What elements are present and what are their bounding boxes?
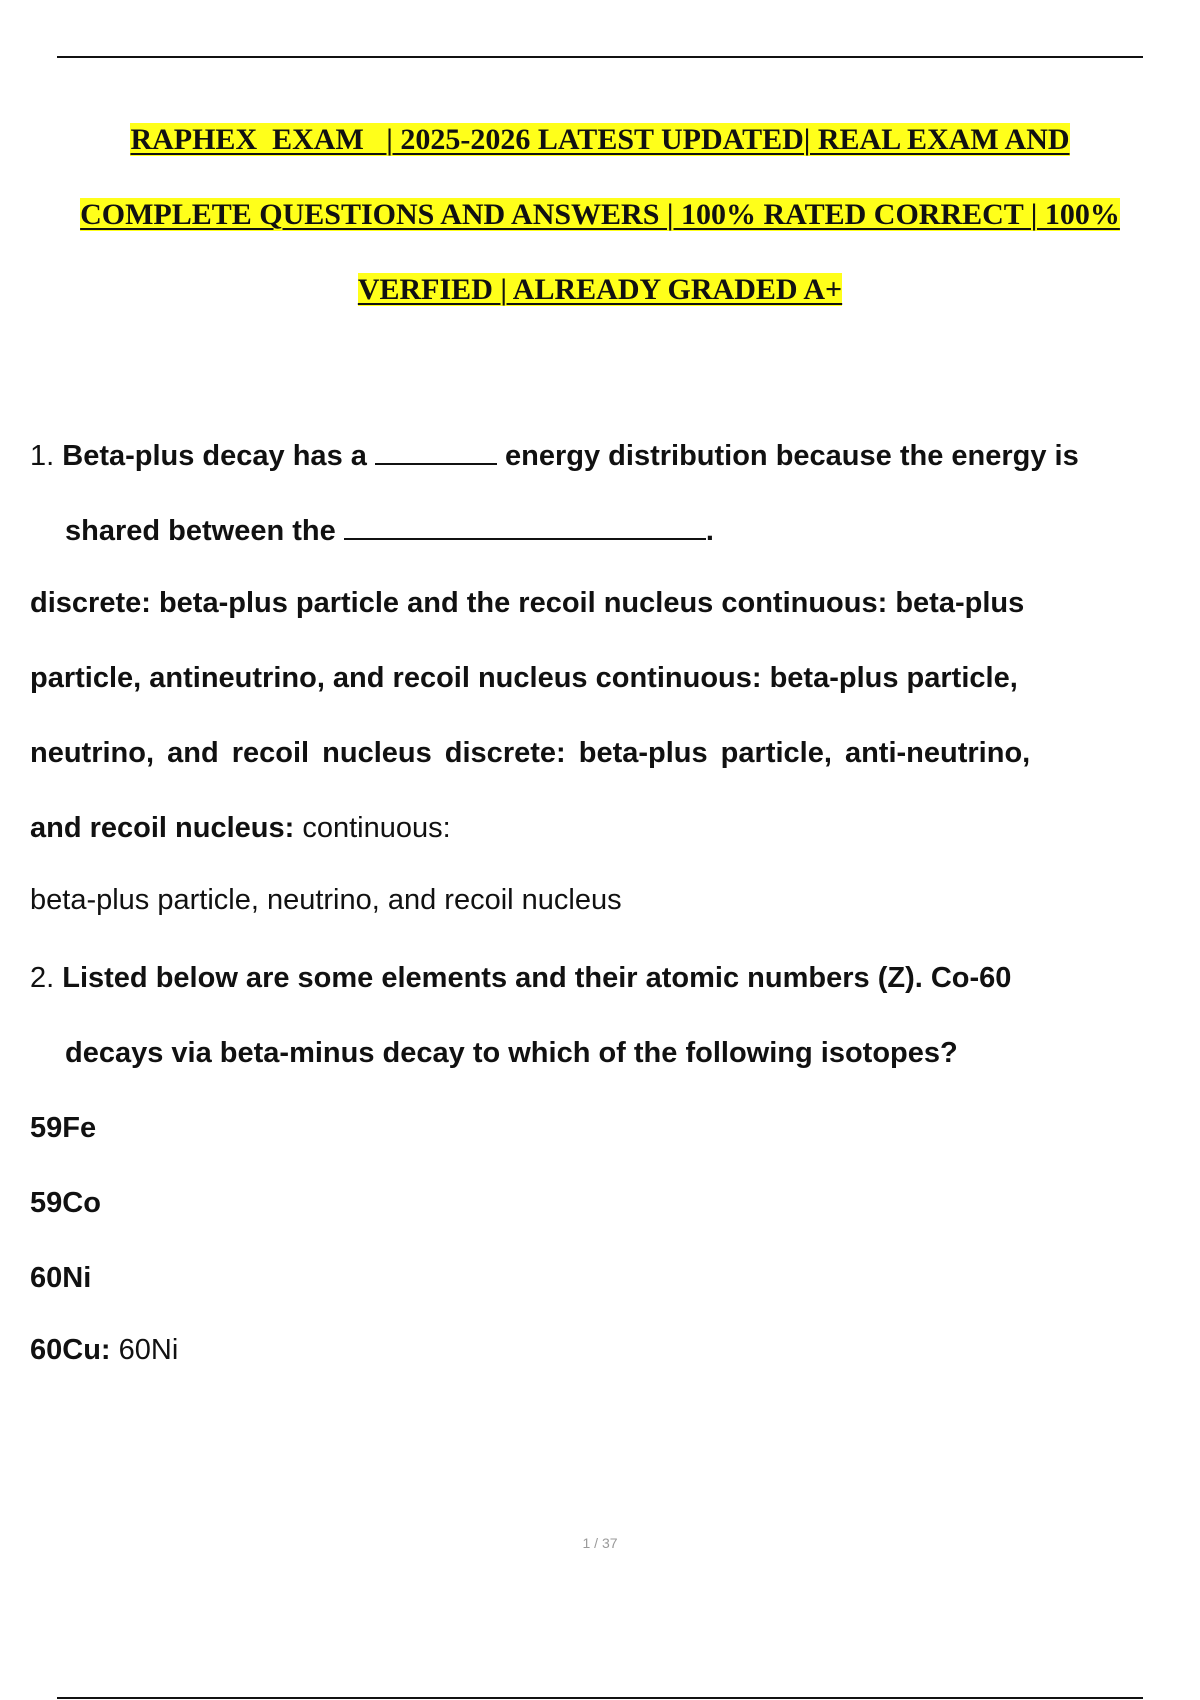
q1-number: 1. <box>30 440 55 472</box>
title-line-1 <box>0 122 1200 158</box>
q1-options-line-2 <box>30 660 1018 696</box>
q1-blank-1 <box>375 441 497 465</box>
q2-option-2 <box>30 1185 101 1221</box>
q2-option-1-text: 59Fe <box>30 1112 97 1144</box>
q2-option-3-text: 60Ni <box>30 1262 92 1294</box>
title-line-2 <box>0 197 1200 233</box>
title-text-3: VERFIED | ALREADY GRADED A+ <box>357 273 843 306</box>
title-text-1: RAPHEX EXAM | 2025-2026 LATEST UPDATED| REAL EXAM AND <box>130 123 1070 156</box>
q2-stem-text-2: decays via beta-minus decay to which of the following isotopes? <box>65 1037 958 1069</box>
q2-answer-text: 60Ni <box>118 1334 179 1366</box>
q1-stem-line-1 <box>30 438 1079 474</box>
q2-option-2-text: 59Co <box>30 1187 101 1219</box>
q2-number: 2. <box>30 962 55 994</box>
q1-options-text-2: particle, antineutrino, and recoil nucleus continuous: beta-plus particle, <box>30 662 1018 694</box>
q1-options-line-1 <box>30 585 1024 621</box>
q2-option-4-text: 60Cu: <box>30 1334 111 1366</box>
bottom-rule <box>57 1697 1143 1699</box>
q1-options-text-3: neutrino, and recoil nucleus discrete: beta-plus particle, anti-neutrino, <box>30 737 1031 769</box>
title-text-2: COMPLETE QUESTIONS AND ANSWERS | 100% RATED CORRECT | 100% <box>80 198 1120 231</box>
q1-stem-part-3: shared between the <box>65 515 336 547</box>
page-indicator: 1 / 37 <box>582 1535 618 1551</box>
q2-option-1 <box>30 1110 96 1146</box>
q2-option-4 <box>30 1332 178 1368</box>
q1-options-line-4 <box>30 810 451 846</box>
q2-option-3 <box>30 1260 91 1296</box>
q1-stem-part-1: Beta-plus decay has a <box>62 440 367 472</box>
q2-stem-line-1 <box>30 960 1011 996</box>
title-line-3 <box>0 272 1200 308</box>
q1-options-text-4: and recoil nucleus: <box>30 812 295 844</box>
q1-stem-part-2: energy distribution because the energy is <box>505 440 1079 472</box>
q2-stem-line-2 <box>65 1035 958 1071</box>
q1-options-line-3 <box>30 735 1030 771</box>
q1-options-text-1: discrete: beta-plus particle and the recoil nucleus continuous: beta-plus <box>30 587 1025 619</box>
q1-answer-text: beta-plus particle, neutrino, and recoil nucleus <box>30 884 622 916</box>
q1-answer-label: continuous: <box>302 812 451 844</box>
q1-blank-2 <box>344 516 706 540</box>
q1-stem-end: . <box>705 515 714 547</box>
q2-stem-text-1: Listed below are some elements and their atomic numbers (Z). Co-60 <box>62 962 1012 994</box>
q1-stem-line-2 <box>65 513 714 549</box>
q1-answer-line <box>30 882 622 918</box>
top-rule <box>57 56 1143 58</box>
